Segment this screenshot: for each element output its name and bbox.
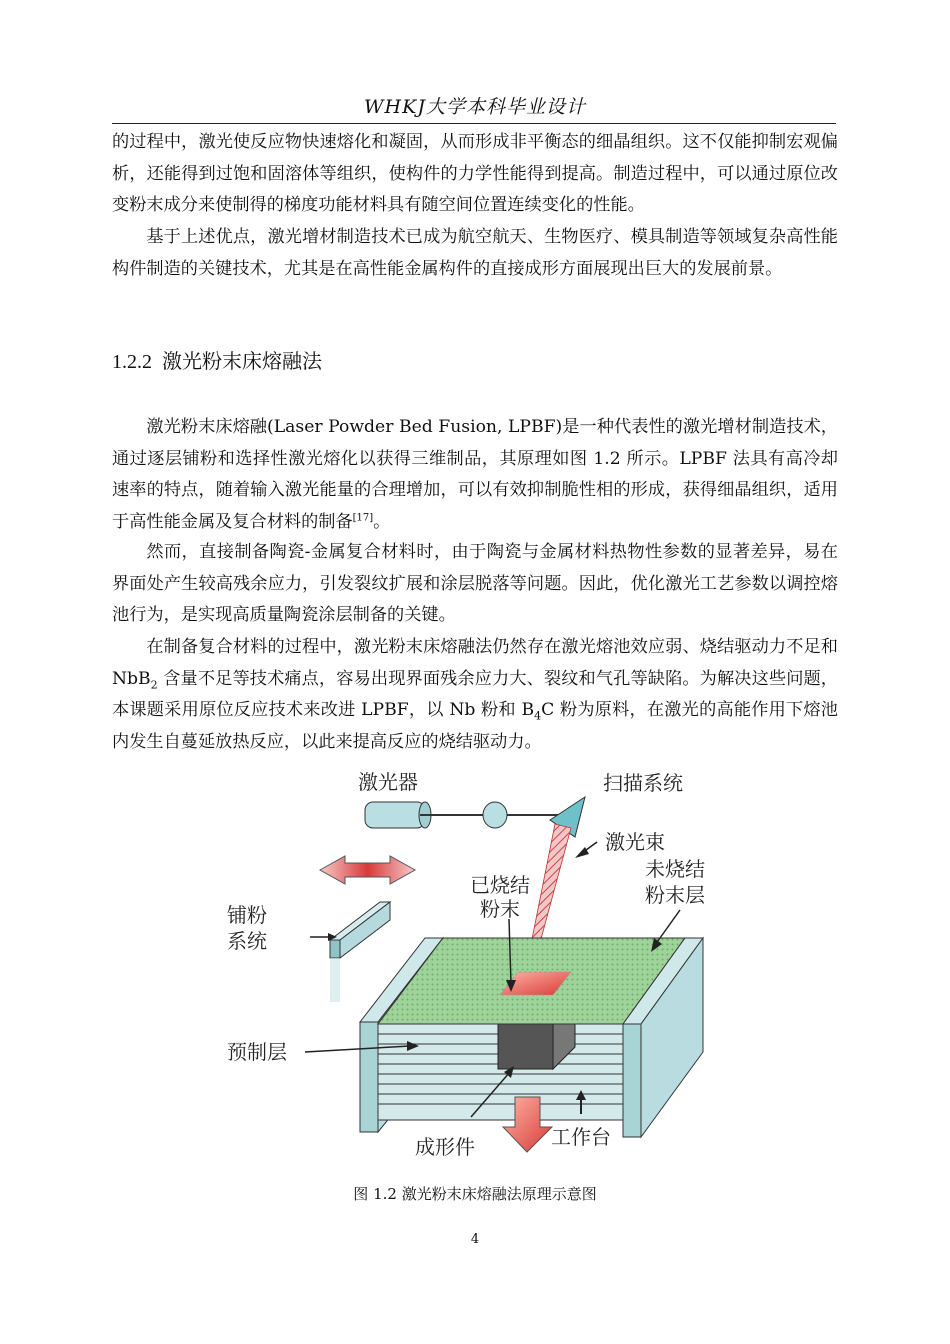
label-spreader-2: 系统 <box>227 929 267 953</box>
paragraph-5 <box>112 632 838 758</box>
section-heading <box>112 345 322 374</box>
label-platform: 工作台 <box>551 1125 611 1149</box>
paragraph-3 <box>112 412 838 538</box>
paragraph-1: 的过程中，激光使反应物快速熔化和凝固，从而形成非平衡态的细晶组织。这不仅能抑制宏观偏析，还能得到过饱和固溶体等组织，使构件的力学性能得到提高。制造过程中，可以通过原位改变粉末成分来使制得的梯度功能材料具有随空间位置连续变化的性能。 <box>112 132 838 215</box>
label-preform: 预制层 <box>227 1040 287 1064</box>
label-laser: 激光器 <box>358 770 418 794</box>
label-part: 成形件 <box>415 1135 475 1159</box>
paragraph-4: 然而，直接制备陶瓷-金属复合材料时，由于陶瓷与金属材料热物性参数的显著差异，易在界面处产生较高残余应力，引发裂纹扩展和涂层脱落等问题。因此，优化激光工艺参数以调控熔池行为，是实现高质量陶瓷涂层制备的关键。 <box>112 542 838 625</box>
subscript-2: 2 <box>150 677 158 691</box>
paragraph-5-part-b: 含量不足等技术痛点，容易出现界面残余应力大、裂纹和气孔等缺陷。为解决这些问题，本课题采用原位反应技术来改进 LPBF，以 Nb 粉和 B <box>112 668 838 720</box>
page-number: 4 <box>470 1232 480 1247</box>
paragraph-3-text: 激光粉末床熔融(Laser Powder Bed Fusion, LPBF)是一种代表性的激光增材制造技术，通过逐层铺粉和选择性激光熔化以获得三维制品，其原理如图 1.2 所示。LPBF 法具有高冷却速率的特点，随着输入激光能量的合理增加，可以有效抑制脆性相的形成，获得细晶组织，适用于高性能金属及复合材料的制备 <box>112 417 838 532</box>
label-spreader-1: 铺粉 <box>227 903 267 927</box>
paragraph-2: 基于上述优点，激光增材制造技术已成为航空航天、生物医疗、模具制造等领域复杂高性能构件制造的关键技术，尤其是在高性能金属构件的直接成形方面展现出巨大的发展前景。 <box>112 227 838 279</box>
spreader-motion-arrow <box>320 856 415 884</box>
section-number: 1.2.2 <box>112 351 152 373</box>
citation-ref: [17] <box>352 511 374 523</box>
lpbf-diagram <box>215 762 735 1172</box>
paragraph-5-part-a: 在制备复合材料的过程中，激光粉末床熔融法仍然存在激光熔池效应弱、烧结驱动力不足和 NbB <box>112 637 838 689</box>
label-laser-beam: 激光束 <box>605 830 665 854</box>
label-sintered-1: 已烧结 <box>470 873 530 897</box>
label-unsintered-2: 粉末层 <box>645 883 705 907</box>
figure-caption: 图 1.2 激光粉末床熔融法原理示意图 <box>353 1185 597 1203</box>
paragraph-5-part-c: C 粉为原料，在激光的高能作用下熔池内发生自蔓延放热反应，以此来提高反应的烧结驱动力。 <box>112 700 838 752</box>
label-unsintered-1: 未烧结 <box>645 857 705 881</box>
recoater-blade-icon <box>330 902 390 1002</box>
paragraph-3-end: 。 <box>373 511 391 532</box>
subscript-4: 4 <box>534 709 542 723</box>
page-header: WHKJ大学本科毕业设计 <box>364 96 586 118</box>
label-scan-system: 扫描系统 <box>603 771 683 795</box>
lens-icon <box>483 802 507 828</box>
label-sintered-2: 粉末 <box>480 897 520 921</box>
header-rule <box>112 123 836 124</box>
section-title: 激光粉末床熔融法 <box>162 349 322 373</box>
